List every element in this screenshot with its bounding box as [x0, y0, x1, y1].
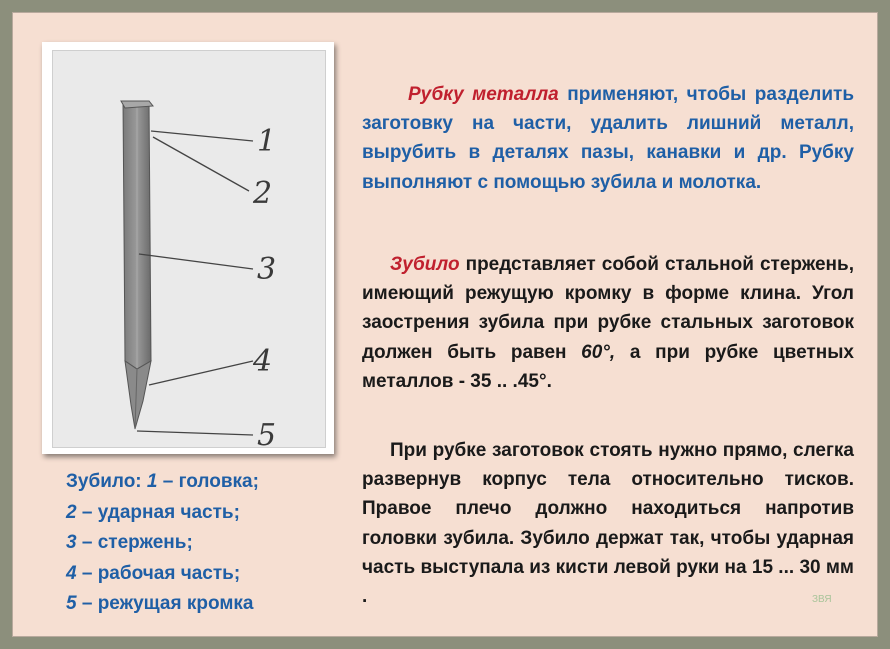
caption-line-2 — [66, 498, 336, 529]
part-label-5: 5 — [257, 418, 277, 447]
caption-item-num: 1 — [146, 471, 158, 492]
paragraph-stance — [362, 436, 854, 611]
term-chisel: Зубило — [390, 254, 460, 275]
caption-item-text: – режущая кромка — [76, 593, 254, 614]
paragraph-2-text: представляет собой стальной стержень, имеющий режущую кромку в форме клина. Угол заострения зубила при рубке стальных заготовок должен быть равен — [362, 254, 854, 363]
leader-line-5 — [137, 431, 253, 435]
caption-item-text: – рабочая часть; — [76, 562, 241, 584]
caption-item-text: – головка; — [157, 471, 259, 492]
caption-line-3 — [66, 528, 336, 559]
caption-line-5 — [66, 589, 336, 620]
caption-title: Зубило: — [66, 471, 142, 492]
leader-line-3 — [139, 254, 253, 269]
caption-item-num: 2 — [66, 501, 77, 523]
part-label-1: 1 — [257, 124, 277, 159]
caption-line-1 — [66, 467, 336, 498]
term-metal-cutting: Рубку металла — [408, 84, 559, 105]
caption-line-4 — [66, 559, 336, 590]
caption-item-text: – ударная часть; — [76, 501, 240, 523]
chisel-illustration — [52, 50, 326, 448]
paragraph-chisel — [362, 250, 854, 396]
part-label-4: 4 — [253, 344, 273, 379]
chisel-figure — [42, 42, 334, 454]
figure-caption — [66, 467, 336, 620]
caption-item-num: 4 — [66, 562, 77, 584]
caption-item-num: 3 — [66, 532, 77, 553]
paragraph-2-text-end: а при рубке цветных металлов - 35 .. .45°. — [362, 341, 854, 392]
paragraph-1-text: применяют, чтобы разделить заготовку на части, удалить лишний металл, вырубить в деталях пазы, канавки и др. Рубку выполняют с помощью зубила и молотка. — [362, 84, 855, 193]
angle-value: 60°, — [581, 341, 616, 363]
paragraph-3-text: При рубке заготовок стоять нужно прямо, слегка развернув корпус тела относительно тисков. Правое плечо должно находиться напротив головки зубила. Зубило держат так, чтобы ударная часть выступала из кисти левой руки на 15 ... 30 мм . — [362, 440, 854, 608]
chisel-drawing — [53, 51, 325, 447]
chisel-blade — [125, 361, 151, 429]
leader-line-1 — [151, 131, 253, 141]
caption-item-num: 5 — [66, 593, 77, 614]
leader-line-2 — [153, 137, 249, 191]
part-label-3: 3 — [257, 252, 277, 287]
part-label-2: 2 — [253, 176, 273, 211]
slide — [12, 12, 878, 637]
caption-item-text: – стержень; — [76, 532, 193, 553]
paragraph-metal-cutting — [362, 80, 854, 197]
leader-line-4 — [149, 361, 253, 385]
watermark: ЗВЯ — [812, 594, 832, 605]
